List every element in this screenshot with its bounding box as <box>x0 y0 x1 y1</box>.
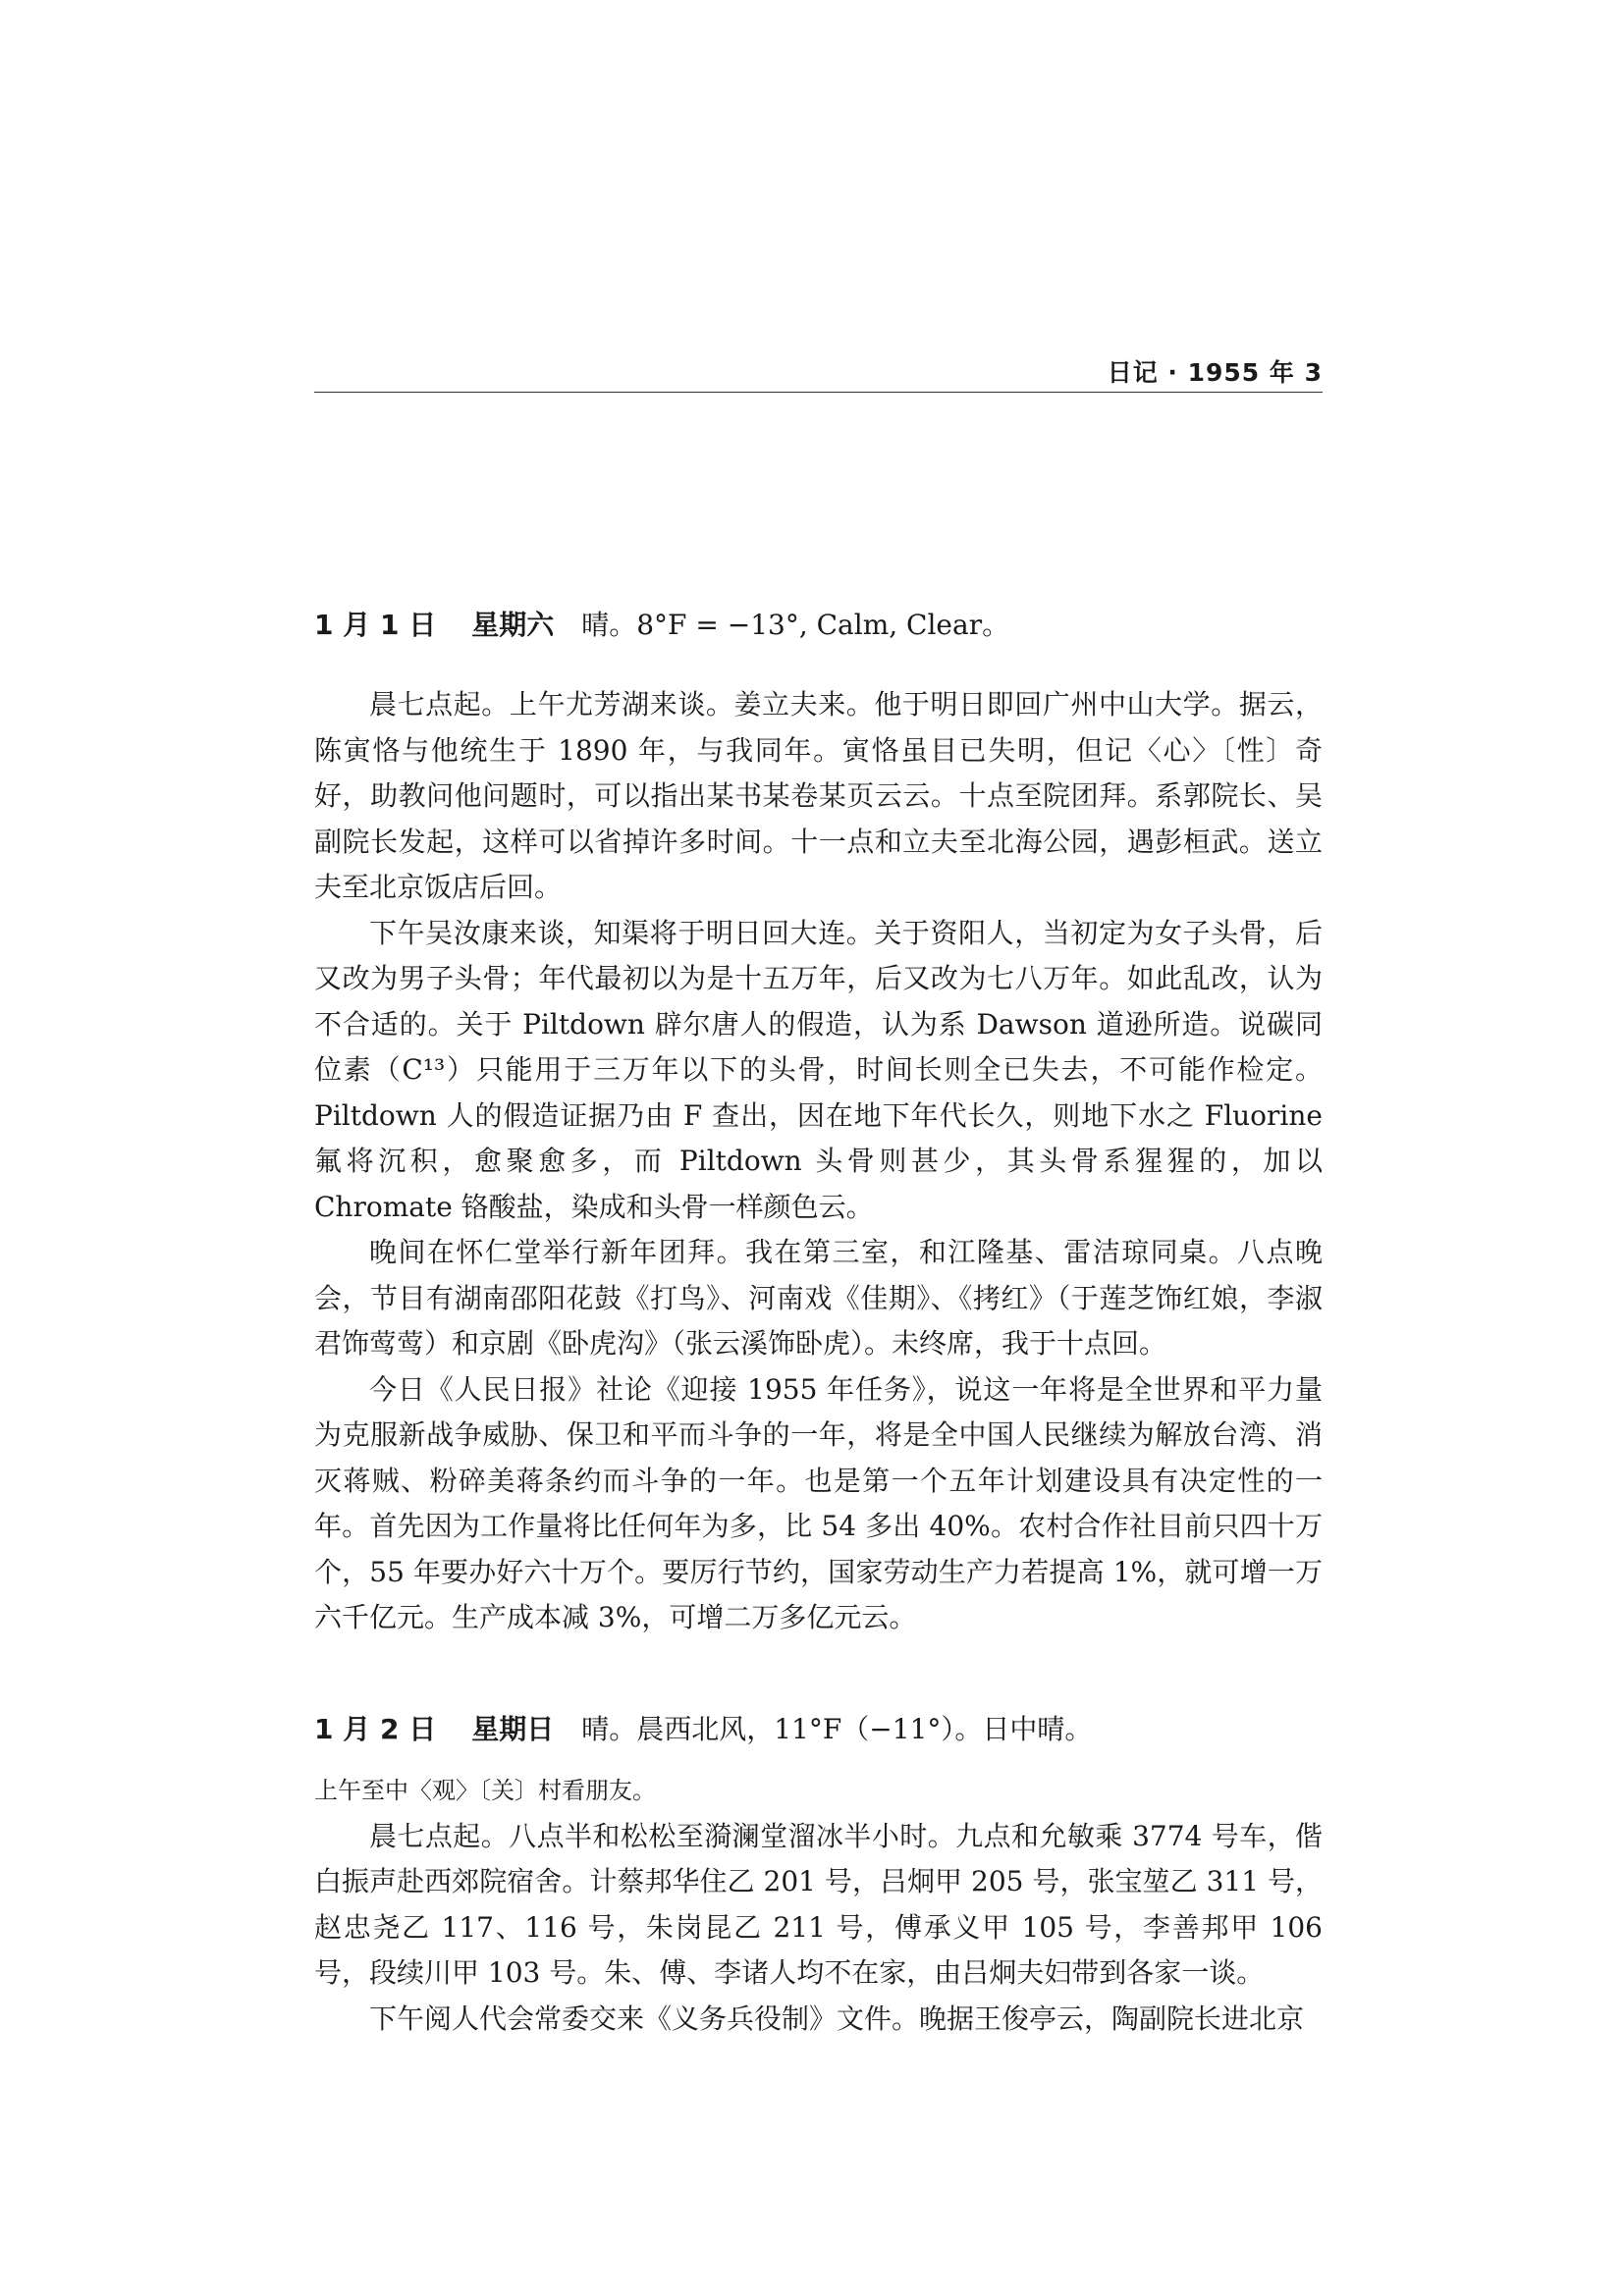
entry-weekday: 星期日 <box>471 1712 555 1745</box>
page-header <box>314 351 1323 393</box>
entry-weather: 晴。8°F = −13°, Calm, Clear。 <box>581 609 1010 641</box>
diary-content <box>314 606 1323 2110</box>
entry-paragraph: 晚间在怀仁堂举行新年团拜。我在第三室，和江隆基、雷洁琼同桌。八点晚会，节目有湖南邵阳花鼓《打鸟》、河南戏《佳期》、《拷红》（于莲芝饰红娘，李淑君饰莺莺）和京剧《卧虎沟》（张云溪饰卧虎）。未终席，我于十点回。 <box>314 1236 1323 1360</box>
entry-paragraph: 晨七点起。上午尤芳湖来谈。姜立夫来。他于明日即回广州中山大学。据云，陈寅恪与他统生于 1890 年，与我同年。寅恪虽目已失明，但记〈心〉〔性〕奇好，助教问他问题时，可以指出某书某卷某页云云。十点至院团拜。系郭院长、吴副院长发起，这样可以省掉许多时间。十一点和立夫至北海公园，遇彭桓武。送立夫至北京饭店后回。 <box>314 688 1323 903</box>
entry-weekday: 星期六 <box>471 609 555 641</box>
entry-heading <box>314 606 1323 645</box>
entry-heading <box>314 1710 1323 1749</box>
running-head: 日记 · 1955 年 3 <box>1107 358 1323 387</box>
entry-paragraph: 下午吴汝康来谈，知渠将于明日回大连。关于资阳人，当初定为女子头骨，后又改为男子头骨；年代最初以为是十五万年，后又改为七八万年。如此乱改，认为不合适的。关于 Piltdown 辟尔唐人的假造，认为系 Dawson 道逊所造。说碳同位素（C¹³）只能用于三万年以下的头骨，时间长则全已失去，不可能作检定。Piltdown 人的假造证据乃由 F 查出，因在地下年代长久，则地下水之 Fluorine 氟将沉积，愈聚愈多，而 Piltdown 头骨则甚少，其头骨系猩猩的，加以 Chromate 铬酸盐，染成和头骨一样颜色云。 <box>314 916 1323 1223</box>
entry-paragraph: 晨七点起。八点半和松松至漪澜堂溜冰半小时。九点和允敏乘 3774 号车，偕白振声赴西郊院宿舍。计蔡邦华住乙 201 号，吕炯甲 205 号，张宝堃乙 311 号，赵忠尧乙 117、116 号，朱岗昆乙 211 号，傅承义甲 105 号，李善邦甲 106 号，段续川甲 103 号。朱、傅、李诸人均不在家，由吕炯夫妇带到各家一谈。 <box>314 1819 1323 1989</box>
diary-entry-jan-1 <box>314 606 1323 1641</box>
entry-date: 1 月 1 日 <box>314 609 437 641</box>
header-rule <box>314 392 1323 393</box>
diary-entry-jan-2 <box>314 1710 1323 2043</box>
entry-note: 上午至中〈观〉〔关〕村看朋友。 <box>314 1776 656 1804</box>
entry-paragraph: 今日《人民日报》社论《迎接 1955 年任务》，说这一年将是全世界和平力量为克服新战争威胁、保卫和平而斗争的一年，将是全中国人民继续为解放台湾、消灭蒋贼、粉碎美蒋条约而斗争的一年。也是第一个五年计划建设具有决定性的一年。首先因为工作量将比任何年为多，比 54 多出 40%。农村合作社目前只四十万个，55 年要办好六十万个。要厉行节约，国家劳动生产力若提高 1%，就可增一万六千亿元。生产成本减 3%，可增二万多亿元云。 <box>314 1372 1323 1633</box>
entry-date: 1 月 2 日 <box>314 1712 437 1745</box>
entry-paragraph: 下午阅人代会常委交来《义务兵役制》文件。晚据王俊亭云，陶副院长进北京 <box>369 2002 1305 2035</box>
entry-weather: 晴。晨西北风，11°F（−11°）。日中晴。 <box>581 1712 1093 1745</box>
